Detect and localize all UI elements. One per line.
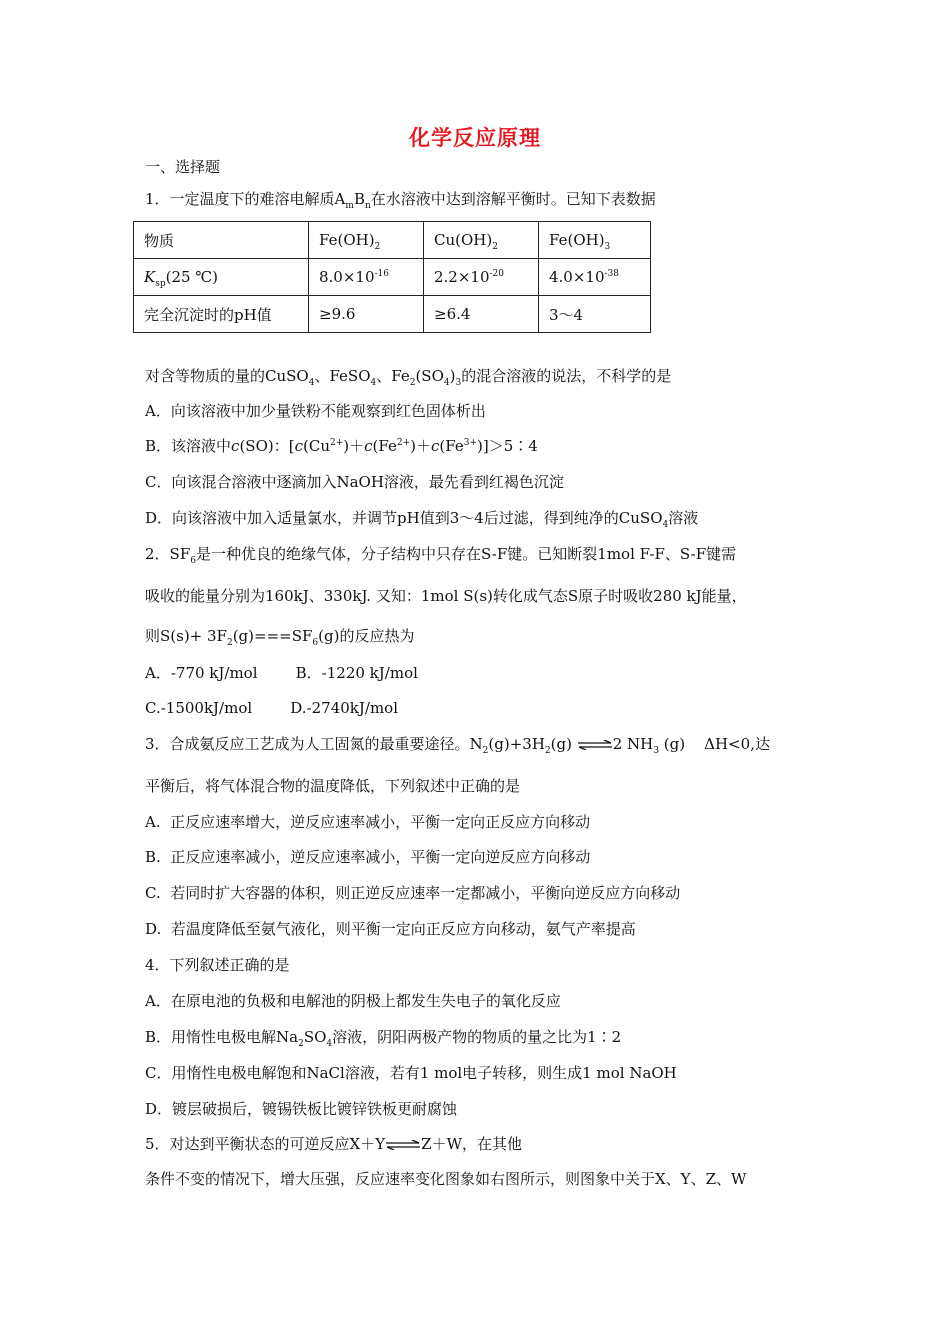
- table-cell: 完全沉淀时的pH值: [134, 296, 309, 333]
- q3-option-c: C. 若同时扩大容器的体积，则正逆反应速率一定都减小，平衡向逆反应方向移动: [145, 884, 681, 902]
- q4-option-c: C．用惰性电极电解饱和NaCl溶液，若有1 mol电子转移，则生成1 mol NaOH: [145, 1064, 677, 1082]
- q3-option-d: D. 若温度降低至氨气液化，则平衡一定向正反应方向移动，氨气产率提高: [145, 920, 636, 938]
- q1-option-a: A．向该溶液中加少量铁粉不能观察到红色固体析出: [145, 402, 486, 420]
- table-cell: $8.0\times 10^{-16}$: [309, 259, 424, 296]
- page-title: 化学反应原理: [409, 126, 541, 150]
- table-cell: $Cu(OH)_2$: [424, 222, 539, 259]
- q2-options-ab: A．-770 kJ/mol B．-1220 kJ/mol: [145, 664, 418, 682]
- q1-option-d: D．向该溶液中加入适量氯水，并调节pH值到3～4后过滤，得到纯净的CuSO$_4$溶液: [145, 509, 699, 530]
- q2-line-1: 2．$SF_6$是一种优良的绝缘气体，分子结构中只存在S-F键。已知断裂1mol F-F、S-F键需: [145, 545, 737, 566]
- q1-option-c: C．向该混合溶液中逐滴加入NaOH溶液，最先看到红褐色沉淀: [145, 473, 564, 491]
- table-cell: $K_{sp}(25$ ℃): [134, 259, 309, 296]
- q2-line-3: 则$S(s)+ 3F_2(g)===SF_6(g)$的反应热为: [145, 627, 415, 648]
- table-row: [134, 296, 651, 333]
- q1-stem: 1．一定温度下的难溶电解质$A_mB_n$在水溶液中达到溶解平衡时。已知下表数据: [145, 190, 656, 211]
- table-cell: ≥6.4: [424, 296, 539, 333]
- table-cell: ≥9.6: [309, 296, 424, 333]
- table-cell: 物质: [134, 222, 309, 259]
- q3-option-a: A. 正反应速率增大，逆反应速率减小，平衡一定向正反应方向移动: [145, 813, 591, 831]
- q2-options-cd: C.-1500kJ/mol D.-2740kJ/mol: [145, 699, 399, 717]
- q5-line-2: 条件不变的情况下，增大压强，反应速率变化图象如右图所示，则图象中关于X、Y、Z、W: [145, 1170, 747, 1188]
- q5-line-1: 5．对达到平衡状态的可逆反应X＋Y Z＋W，在其他: [145, 1135, 522, 1153]
- table-row: [134, 259, 651, 296]
- section-heading: 一、选择题: [145, 158, 221, 176]
- q4-stem: 4．下列叙述正确的是: [145, 956, 290, 974]
- q1-option-b: B．该溶液中c(SO)：$[c(Cu^{2+})+c(Fe^{2+})+c(Fe^{3+})]>5∶4$: [145, 437, 538, 455]
- q2-line-2: 吸收的能量分别为160kJ、330kJ. 又知：1mol S(s)转化成气态S原子时吸收280 kJ能量，: [145, 587, 747, 605]
- table-cell: $Fe(OH)_3$: [539, 222, 651, 259]
- table-row: [134, 222, 651, 259]
- q4-option-b: B．用惰性电极电解$Na_2SO_4$溶液，阴阳两极产物的物质的量之比为1∶2: [145, 1028, 622, 1049]
- table-cell: $4.0\times 10^{-38}$: [539, 259, 651, 296]
- q3-option-b: B. 正反应速率减小，逆反应速率减小，平衡一定向逆反应方向移动: [145, 848, 591, 866]
- q3-line-2: 平衡后，将气体混合物的温度降低，下列叙述中正确的是: [145, 777, 521, 795]
- table-cell: $2.2\times 10^{-20}$: [424, 259, 539, 296]
- equilibrium-arrow-icon: [385, 1140, 421, 1150]
- q4-option-a: A．在原电池的负极和电解池的阴极上都发生失电子的氧化反应: [145, 992, 561, 1010]
- table-cell: 3～4: [539, 296, 651, 333]
- q4-option-d: D．镀层破损后，镀锡铁板比镀锌铁板更耐腐蚀: [145, 1100, 458, 1118]
- equilibrium-arrow-icon: [577, 740, 613, 750]
- q1-prompt: 对含等物质的量的CuSO$_4$、FeSO$_4$、$Fe_2(SO_4)_3$的混合溶液的说法，不科学的是: [145, 367, 672, 388]
- table-cell: $Fe(OH)_2$: [309, 222, 424, 259]
- q3-line-1: 3．合成氨反应工艺成为人工固氮的最重要途径。$N_2(g)+3H_2(g)$ 2 $NH_3$ (g) ΔH<0,达: [145, 735, 770, 756]
- ksp-table: [133, 221, 651, 333]
